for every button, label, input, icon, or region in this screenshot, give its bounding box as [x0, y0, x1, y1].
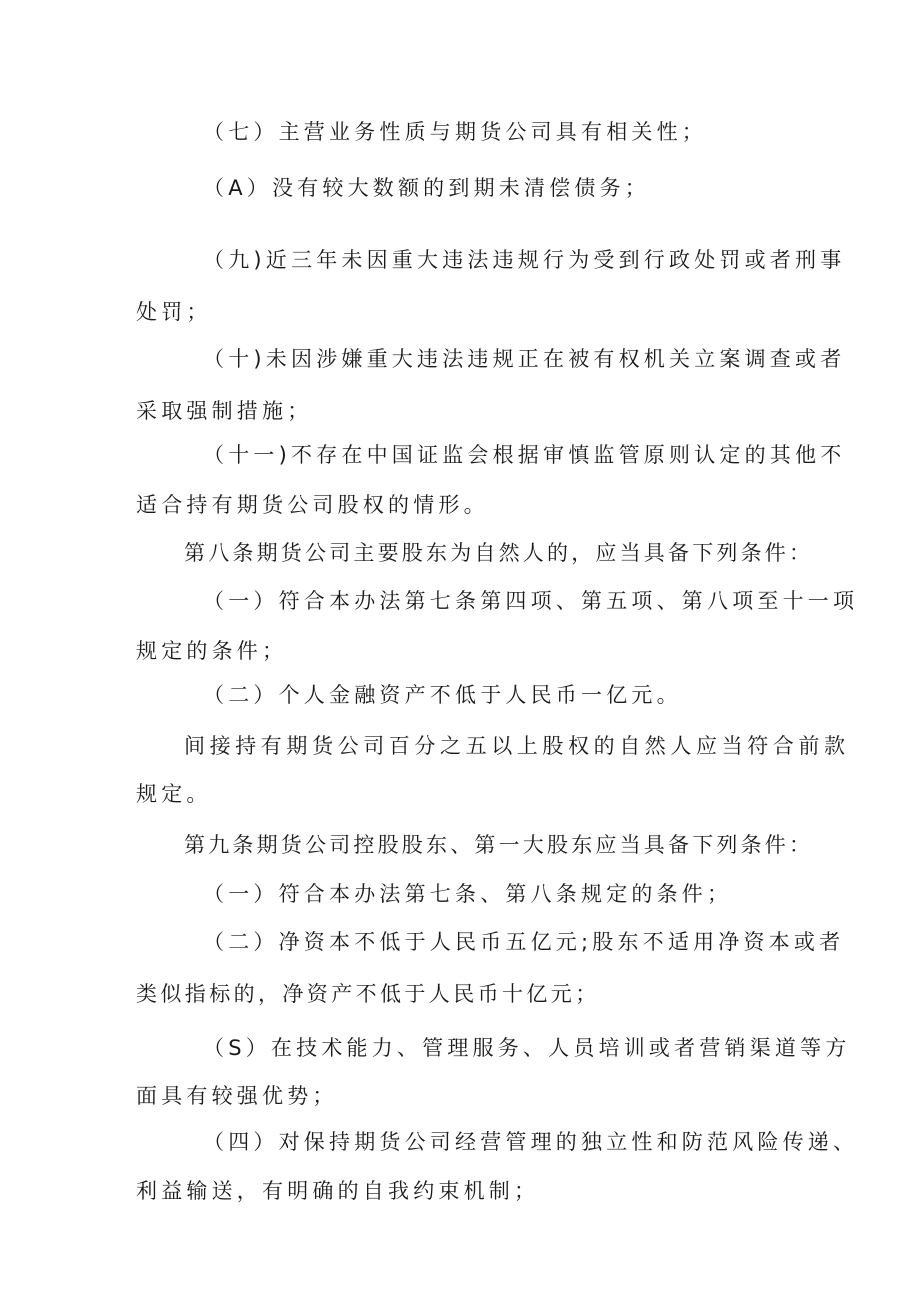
article-8-paragraph-line-1: 间接持有期货公司百分之五以上股权的自然人应当符合前款 — [184, 734, 850, 758]
clause-9-line-1: （九)近三年未因重大违法违规行为受到行政处罚或者刑事 — [203, 248, 846, 272]
article-9-item-3-line-2: 面具有较强优势； — [136, 1084, 338, 1108]
clause-10-line-1: （十)未因涉嫌重大违法违规正在被有权机关立案调查或者 — [203, 347, 846, 371]
article-8-item-1-line-1: （一）符合本办法第七条第四项、第五项、第八项至十一项 — [203, 589, 859, 613]
clause-11-line-1: （十一)不存在中国证监会根据审慎监管原则认定的其他不 — [203, 443, 846, 467]
clause-10-line-2: 采取强制措施； — [136, 399, 313, 423]
article-9-item-4-line-1: （四）对保持期货公司经营管理的独立性和防范风险传递、 — [203, 1130, 859, 1154]
article-9-item-4-line-2: 利益输送，有明确的自我约束机制； — [136, 1179, 540, 1203]
article-9-item-1: （一）符合本办法第七条、第八条规定的条件； — [203, 882, 733, 906]
article-8-paragraph-line-2: 规定。 — [136, 782, 212, 806]
clause-9-line-2: 处罚； — [136, 300, 212, 324]
clause-7-line: （七）主营业务性质与期货公司具有相关性； — [203, 120, 707, 144]
clause-8-line: （A）没有较大数额的到期未清偿债务； — [203, 176, 650, 200]
article-9-heading: 第九条期货公司控股股东、第一大股东应当具备下列条件： — [184, 833, 814, 857]
article-9-item-2-line-1: （二）净资本不低于人民币五亿元;股东不适用净资本或者 — [203, 930, 845, 954]
article-9-item-3-line-1: （S）在技术能力、管理服务、人员培训或者营销渠道等方 — [203, 1036, 851, 1060]
article-8-heading: 第八条期货公司主要股东为自然人的，应当具备下列条件： — [184, 541, 814, 565]
article-8-item-2: （二）个人金融资产不低于人民币一亿元。 — [203, 683, 682, 707]
clause-11-line-2: 适合持有期货公司股权的情形。 — [136, 493, 489, 517]
article-9-item-2-line-2: 类似指标的，净资产不低于人民币十亿元； — [136, 982, 600, 1006]
article-8-item-1-line-2: 规定的条件； — [136, 639, 288, 663]
